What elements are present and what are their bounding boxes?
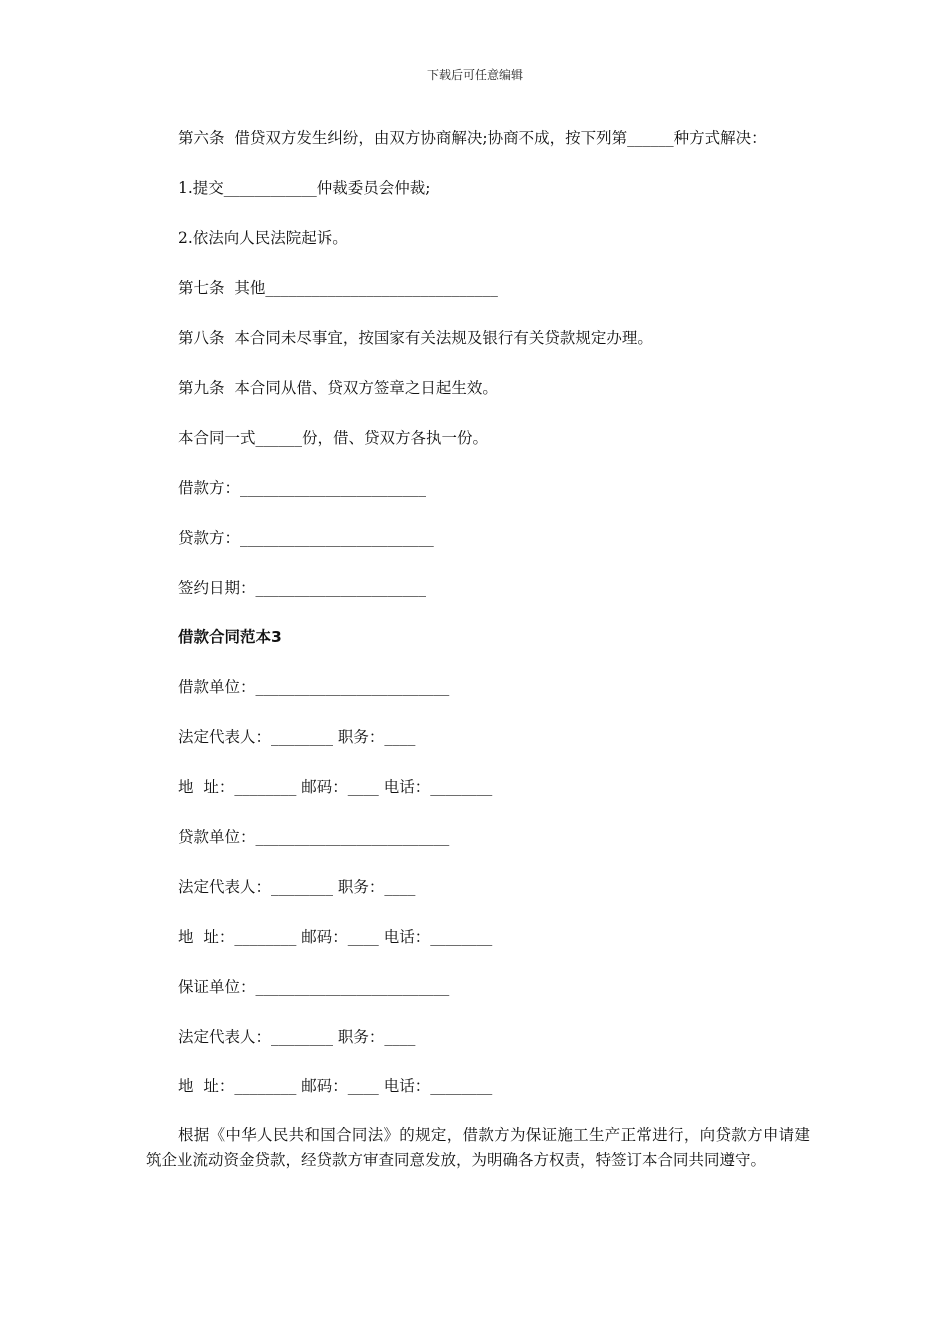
borrower-unit: 借款单位：_________________________ — [178, 678, 450, 696]
guarantor-unit: 保证单位：_________________________ — [178, 978, 450, 996]
clause-6-option-court: 2.依法向人民法院起诉。 — [178, 229, 348, 247]
clause-8-unresolved-matters: 第八条 本合同未尽事宜，按国家有关法规及银行有关贷款规定办理。 — [178, 329, 653, 347]
clause-9-effective-date: 第九条 本合同从借、贷双方签章之日起生效。 — [178, 379, 498, 397]
lender-unit: 贷款单位：_________________________ — [178, 828, 450, 846]
borrower-legal-representative: 法定代表人：________ 职务：____ — [178, 728, 416, 746]
clause-6-dispute: 第六条 借贷双方发生纠纷，由双方协商解决;协商不成，按下列第______种方式解决： — [178, 129, 767, 147]
guarantor-legal-representative: 法定代表人：________ 职务：____ — [178, 1028, 416, 1046]
page-header-note: 下载后可任意编辑 — [426, 68, 523, 82]
signature-date: 签约日期：______________________ — [178, 579, 427, 597]
contract-copies: 本合同一式______份，借、贷双方各执一份。 — [178, 429, 489, 447]
signature-lender: 贷款方：_________________________ — [178, 529, 434, 547]
lender-address: 地 址：________ 邮码：____ 电话：________ — [178, 928, 493, 946]
contract-preamble-paragraph: 根据《中华人民共和国合同法》的规定，借款方为保证施工生产正常进行，向贷款方申请建筑企业流动资金贷款，经贷款方审查同意发放，为明确各方权责，特签订本合同共同遵守。 — [146, 1126, 810, 1169]
clause-7-other: 第七条 其他______________________________ — [178, 279, 498, 297]
borrower-address: 地 址：________ 邮码：____ 电话：________ — [178, 778, 493, 796]
lender-legal-representative: 法定代表人：________ 职务：____ — [178, 878, 416, 896]
section-heading: 借款合同范本3 — [178, 628, 282, 646]
clause-6-option-arbitration: 1.提交____________仲裁委员会仲裁; — [178, 179, 431, 197]
guarantor-address: 地 址：________ 邮码：____ 电话：________ — [178, 1077, 493, 1095]
signature-borrower: 借款方：________________________ — [178, 479, 427, 497]
